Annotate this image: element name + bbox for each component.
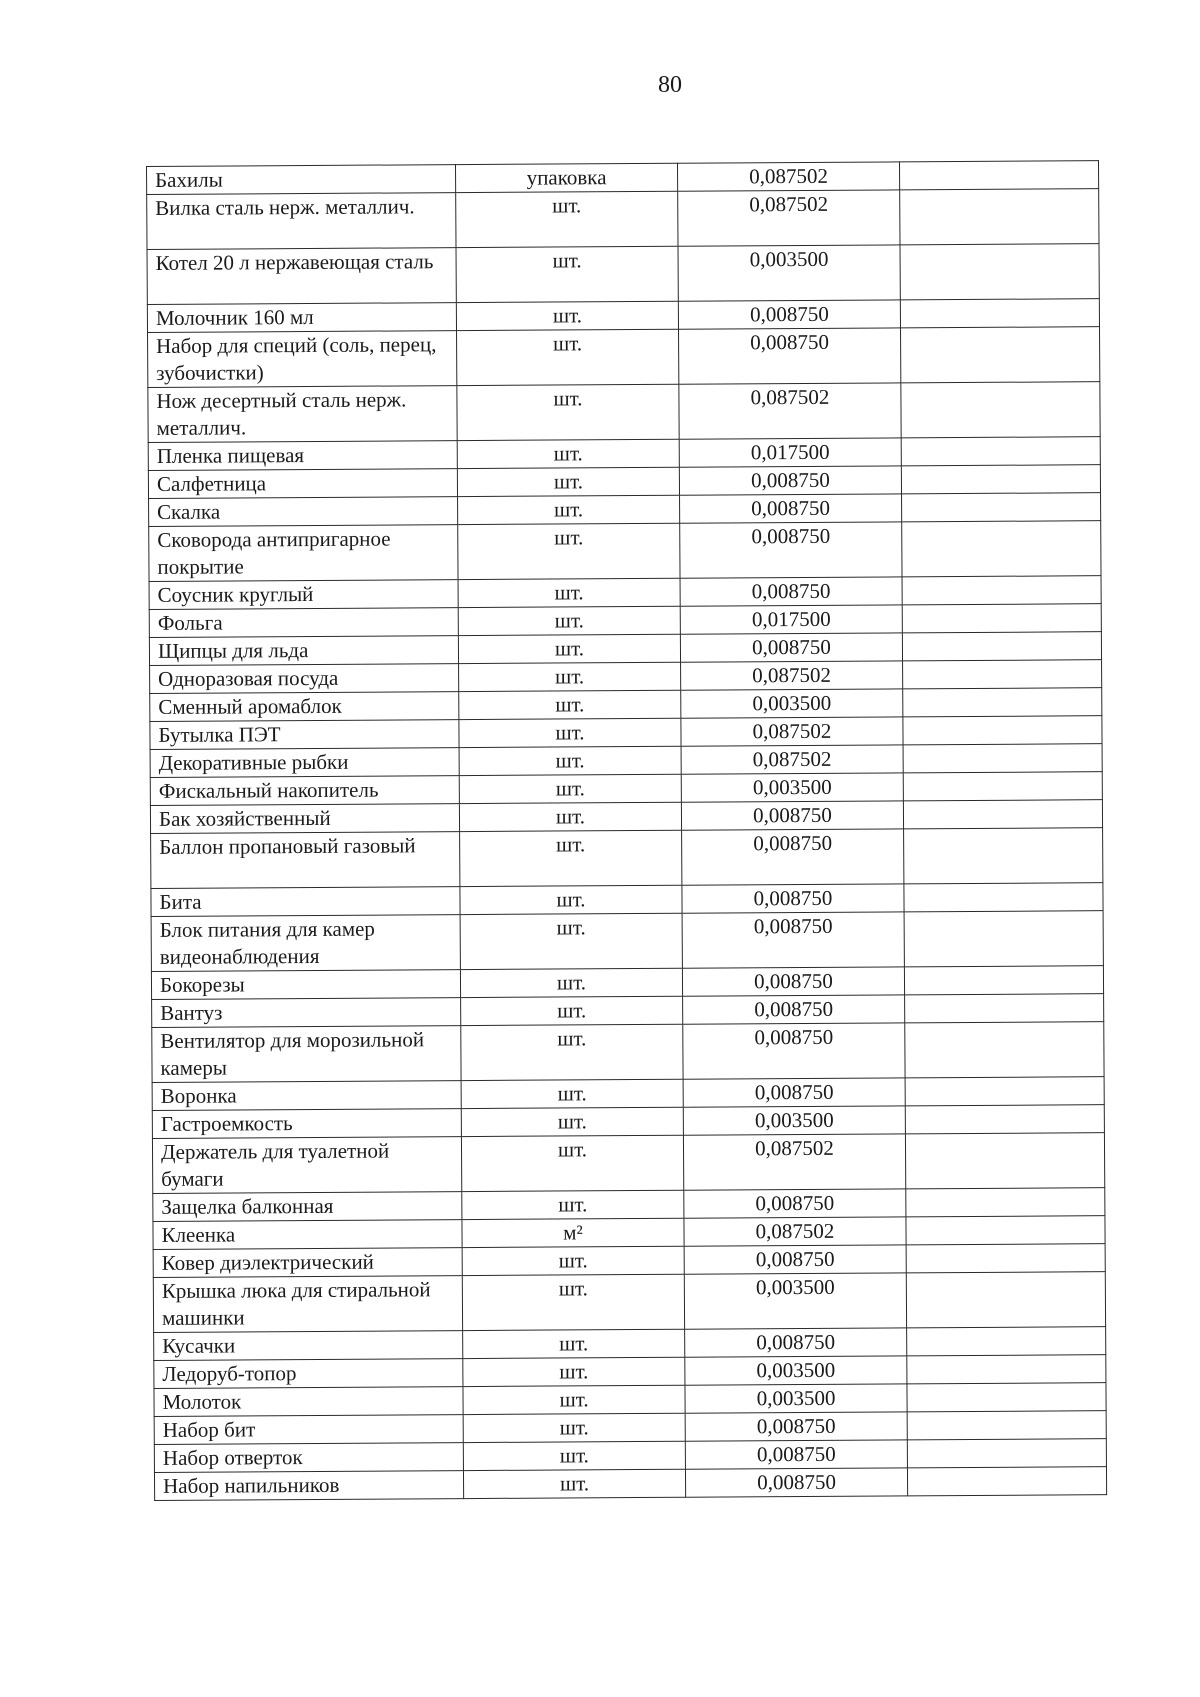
quantity-cell: 0,003500: [685, 1356, 907, 1385]
item-name-cell: Одноразовая посуда: [150, 664, 459, 694]
quantity-cell: 0,008750: [680, 494, 902, 523]
extra-cell: [901, 465, 1100, 494]
table-row: [152, 1133, 1104, 1194]
unit-cell: шт.: [458, 495, 680, 524]
item-name-cell: Декоративные рыбки: [150, 748, 459, 778]
quantity-cell: 0,008750: [682, 912, 904, 968]
extra-cell: [902, 632, 1101, 661]
extra-cell: [906, 1272, 1105, 1328]
item-name-cell: Бак хозяйственный: [150, 804, 459, 834]
quantity-cell: 0,008750: [684, 1245, 906, 1274]
unit-cell: шт.: [456, 191, 678, 247]
quantity-cell: 0,008750: [682, 884, 904, 913]
quantity-cell: 0,087502: [681, 717, 903, 746]
item-name-cell: Молочник 160 мл: [147, 303, 456, 333]
extra-cell: [903, 772, 1102, 801]
item-name-cell: Сковорода антипригарное покрытие: [149, 525, 458, 582]
extra-cell: [905, 994, 1104, 1023]
unit-cell: шт.: [461, 1107, 683, 1136]
item-name-cell: Ледоруб-топор: [154, 1359, 463, 1389]
unit-cell: шт.: [462, 1190, 684, 1219]
quantity-cell: 0,008750: [683, 1078, 905, 1107]
unit-cell: шт.: [460, 913, 682, 969]
extra-cell: [901, 382, 1100, 438]
quantity-cell: 0,008750: [685, 1412, 907, 1441]
extra-cell: [907, 1467, 1106, 1496]
extra-cell: [900, 189, 1099, 245]
unit-cell: шт.: [463, 1469, 685, 1498]
unit-cell: шт.: [459, 746, 681, 775]
quantity-cell: 0,008750: [679, 466, 901, 495]
quantity-cell: 0,008750: [682, 967, 904, 996]
quantity-cell: 0,087502: [683, 1134, 905, 1190]
quantity-cell: 0,087502: [677, 162, 899, 191]
quantity-cell: 0,008750: [680, 633, 902, 662]
unit-cell: шт.: [460, 830, 682, 886]
extra-cell: [906, 1244, 1105, 1273]
quantity-cell: 0,087502: [678, 190, 900, 246]
item-name-cell: Кусачки: [154, 1331, 463, 1361]
quantity-cell: 0,003500: [681, 773, 903, 802]
item-name-cell: Бутылка ПЭТ: [150, 720, 459, 750]
extra-cell: [900, 244, 1099, 300]
item-name-cell: Баллон пропановый газовый: [151, 832, 460, 889]
item-name-cell: Клеенка: [153, 1220, 462, 1250]
supply-table: [146, 160, 1107, 1501]
quantity-cell: 0,008750: [678, 300, 900, 329]
item-name-cell: Держатель для туалетной бумаги: [152, 1137, 461, 1194]
quantity-cell: 0,017500: [680, 605, 902, 634]
table-row: [147, 189, 1099, 250]
extra-cell: [904, 911, 1103, 967]
unit-cell: шт.: [461, 996, 683, 1025]
quantity-cell: 0,008750: [683, 995, 905, 1024]
unit-cell: шт.: [461, 1024, 683, 1080]
table-row: [151, 828, 1103, 889]
quantity-cell: 0,087502: [684, 1217, 906, 1246]
extra-cell: [905, 1133, 1104, 1189]
extra-cell: [903, 688, 1102, 717]
quantity-cell: 0,008750: [685, 1440, 907, 1469]
quantity-cell: 0,087502: [681, 745, 903, 774]
quantity-cell: 0,008750: [680, 577, 902, 606]
unit-cell: шт.: [457, 467, 679, 496]
extra-cell: [906, 1188, 1105, 1217]
item-name-cell: Нож десертный сталь нерж. металлич.: [148, 386, 457, 443]
unit-cell: шт.: [459, 802, 681, 831]
quantity-cell: 0,087502: [679, 383, 901, 439]
unit-cell: шт.: [459, 774, 681, 803]
unit-cell: шт.: [457, 329, 679, 385]
item-name-cell: Набор бит: [154, 1415, 463, 1445]
unit-cell: шт.: [459, 690, 681, 719]
unit-cell: шт.: [456, 301, 678, 330]
quantity-cell: 0,003500: [683, 1106, 905, 1135]
extra-cell: [904, 828, 1103, 884]
table-row: [149, 521, 1101, 582]
unit-cell: шт.: [459, 718, 681, 747]
unit-cell: шт.: [457, 439, 679, 468]
item-name-cell: Гастроемкость: [152, 1109, 461, 1139]
item-name-cell: Молоток: [154, 1387, 463, 1417]
extra-cell: [907, 1383, 1106, 1412]
item-name-cell: Набор отверток: [154, 1443, 463, 1473]
quantity-cell: 0,008750: [685, 1468, 907, 1497]
item-name-cell: Бокорезы: [151, 970, 460, 1000]
item-name-cell: Бита: [151, 887, 460, 917]
quantity-cell: 0,008750: [683, 1023, 905, 1079]
table-container: [146, 160, 1106, 1501]
item-name-cell: Воронка: [152, 1081, 461, 1111]
quantity-cell: 0,008750: [681, 801, 903, 830]
table-row: [153, 1272, 1105, 1333]
extra-cell: [901, 437, 1100, 466]
extra-cell: [907, 1439, 1106, 1468]
quantity-cell: 0,008750: [682, 829, 904, 885]
item-name-cell: Соусник круглый: [149, 580, 458, 610]
extra-cell: [905, 1105, 1104, 1134]
extra-cell: [904, 883, 1103, 912]
quantity-cell: 0,003500: [685, 1384, 907, 1413]
quantity-cell: 0,008750: [679, 328, 901, 384]
extra-cell: [901, 327, 1100, 383]
item-name-cell: Пленка пищевая: [148, 441, 457, 471]
unit-cell: шт.: [458, 634, 680, 663]
unit-cell: шт.: [462, 1246, 684, 1275]
table-row: [152, 1022, 1104, 1083]
unit-cell: шт.: [463, 1441, 685, 1470]
quantity-cell: 0,008750: [684, 1189, 906, 1218]
item-name-cell: Салфетница: [148, 469, 457, 499]
table-row: [148, 382, 1100, 443]
quantity-cell: 0,003500: [684, 1273, 906, 1329]
item-name-cell: Блок питания для камер видеонаблюдения: [151, 915, 460, 972]
extra-cell: [902, 604, 1101, 633]
unit-cell: шт.: [461, 1135, 683, 1191]
item-name-cell: Котел 20 л нержавеющая сталь: [147, 248, 456, 305]
unit-cell: упаковка: [455, 163, 677, 192]
unit-cell: шт.: [463, 1385, 685, 1414]
unit-cell: м²: [462, 1218, 684, 1247]
item-name-cell: Бахилы: [147, 165, 456, 195]
table-row: [154, 1467, 1106, 1501]
extra-cell: [907, 1327, 1106, 1356]
quantity-cell: 0,017500: [679, 438, 901, 467]
quantity-cell: 0,008750: [680, 522, 902, 578]
quantity-cell: 0,087502: [681, 661, 903, 690]
extra-cell: [899, 161, 1098, 190]
quantity-cell: 0,003500: [678, 245, 900, 301]
extra-cell: [902, 493, 1101, 522]
extra-cell: [903, 716, 1102, 745]
unit-cell: шт.: [460, 968, 682, 997]
extra-cell: [905, 1022, 1104, 1078]
extra-cell: [905, 1077, 1104, 1106]
unit-cell: шт.: [458, 606, 680, 635]
item-name-cell: Набор напильников: [154, 1471, 463, 1501]
extra-cell: [904, 966, 1103, 995]
item-name-cell: Защелка балконная: [153, 1192, 462, 1222]
extra-cell: [900, 299, 1099, 328]
item-name-cell: Ковер диэлектрический: [153, 1248, 462, 1278]
unit-cell: шт.: [456, 246, 678, 302]
item-name-cell: Щипцы для льда: [149, 636, 458, 666]
unit-cell: шт.: [463, 1329, 685, 1358]
unit-cell: шт.: [458, 578, 680, 607]
item-name-cell: Фискальный накопитель: [150, 776, 459, 806]
table-row: [147, 244, 1099, 305]
unit-cell: шт.: [458, 523, 680, 579]
table-body: [147, 161, 1107, 1501]
extra-cell: [907, 1355, 1106, 1384]
item-name-cell: Крышка люка для стиральной машинки: [153, 1276, 462, 1333]
item-name-cell: Сменный аромаблок: [150, 692, 459, 722]
unit-cell: шт.: [461, 1079, 683, 1108]
unit-cell: шт.: [462, 1274, 684, 1330]
quantity-cell: 0,008750: [685, 1328, 907, 1357]
extra-cell: [903, 660, 1102, 689]
extra-cell: [906, 1216, 1105, 1245]
unit-cell: шт.: [463, 1413, 685, 1442]
extra-cell: [907, 1411, 1106, 1440]
item-name-cell: Фольга: [149, 608, 458, 638]
extra-cell: [903, 800, 1102, 829]
extra-cell: [903, 744, 1102, 773]
extra-cell: [902, 576, 1101, 605]
table-row: [151, 911, 1103, 972]
page-number: 80: [658, 72, 682, 98]
extra-cell: [902, 521, 1101, 577]
item-name-cell: Вилка сталь нерж. металлич.: [147, 193, 456, 250]
unit-cell: шт.: [457, 384, 679, 440]
item-name-cell: Вантуз: [152, 998, 461, 1028]
unit-cell: шт.: [459, 662, 681, 691]
item-name-cell: Скалка: [149, 497, 458, 527]
item-name-cell: Набор для специй (соль, перец, зубочистки): [148, 331, 457, 388]
quantity-cell: 0,003500: [681, 689, 903, 718]
item-name-cell: Вентилятор для морозильной камеры: [152, 1026, 461, 1083]
unit-cell: шт.: [463, 1357, 685, 1386]
unit-cell: шт.: [460, 885, 682, 914]
table-row: [148, 327, 1100, 388]
